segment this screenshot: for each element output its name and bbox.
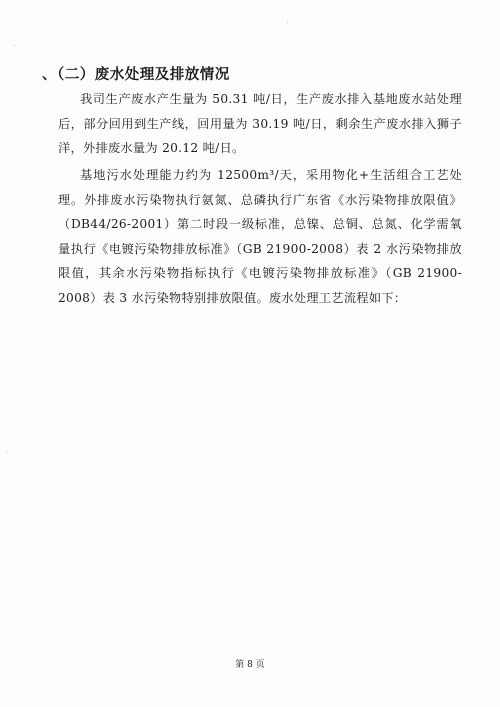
scan-speck [14, 45, 15, 46]
scan-speck [6, 452, 7, 453]
scan-speck [287, 22, 288, 23]
paragraph-wastewater-volume: 我司生产废水产生量为 50.31 吨/日，生产废水排入基地废水站处理后，部分回用到生产线，回用量为 30.19 吨/日，剩余生产废水排入狮子洋，外排废水量为 20.12 吨/日。 [58, 92, 462, 155]
page-number: 第 8 页 [235, 660, 265, 670]
section-heading: 、（二）废水处理及排放情况 [42, 67, 230, 83]
paragraph-treatment-standards: 基地污水处理能力约为 12500m³/天，采用物化+生活组合工艺处理。外排废水污染物执行氨氮、总磷执行广东省《水污染物排放限值》（DB44/26-2001）第二时段一级标准，总镍、总铜、总氮、化学需氧量执行《电镀污染物排放标准》（GB 21900-2008）表 2 水污染物排放限值，其余水污染物指标执行《电镀污染物排放标准》（GB 21900-2008）表 3 水污染物特别排放限值。废水处理工艺流程如下： [58, 168, 462, 305]
